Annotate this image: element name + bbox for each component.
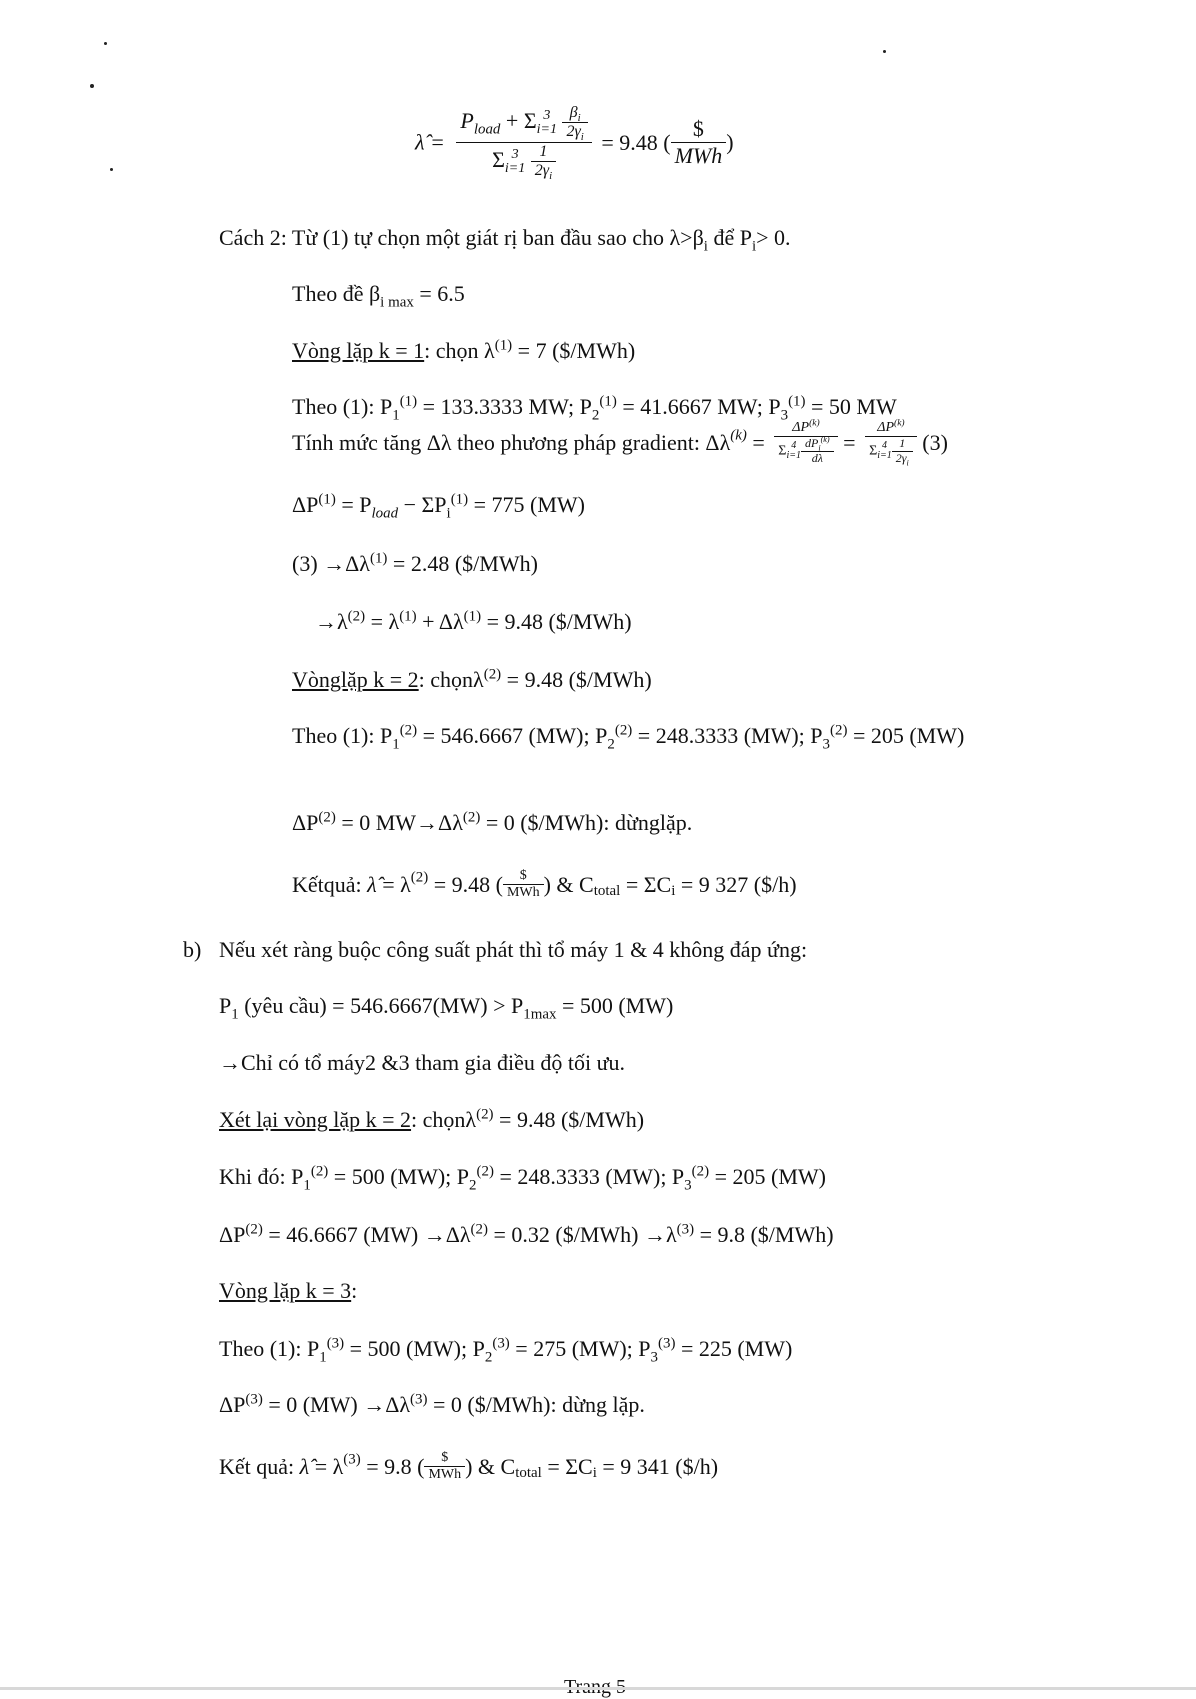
only-units-2-3: →Chỉ có tổ máy2 &3 tham gia điều độ tối ưu. <box>219 1050 626 1075</box>
result-part-b: Kết quả: λ̂ = $\lambda^{(3)} = 9.8$ ( $\frac{\$}{\text{MWh}}$ ) & $C_{total} = \Sigma C_i = 9$ 341 ($/h) <box>219 1450 719 1483</box>
iteration-1-heading: Vòng lặp k = 1: chọn $\lambda^{(1)} = 7$ ($/MWh) <box>292 337 636 363</box>
beta-max-given: Theo đề $\beta_{i max} = 6.5$ <box>292 281 465 311</box>
delta-p-1: $\Delta P^{(1)} = P_{load} - \Sigma P_i^{(1)} = 775$ (MW) <box>292 491 586 522</box>
iteration-3-heading: Vòng lặp k = 3: <box>219 1278 358 1303</box>
method-2-intro: Cách 2: Từ (1) tự chọn một giát rị ban đầu sao cho $\lambda>\beta_i$ để $P_i> 0$. <box>219 225 791 255</box>
iteration-1-powers: Theo (1): $P_1^{(1)} = 133.3333$ MW; $P_2^{(1)} = 41.6667$ MW; $P_3^{(1)} = 50$ MW <box>292 393 897 424</box>
p1-required: $P_1$ (yêu cầu) = $546.6667(MW) > P_{1max} = 500$ (MW) <box>219 993 674 1023</box>
gradient-formula: Tính mức tăng Δλ theo phương pháp gradient: $\Delta\lambda^{(k)}$ = ΔP$^{(k)}$ Σ 4 i=1 $\frac{dP_i^{(k)}}{d\lambda}$ = ΔP$^{(k)}$ Σ 4 i=1 $\frac{1}{2\gamma_i}$ (3) <box>292 418 948 468</box>
scan-speck <box>90 84 94 88</box>
result-part-a: Kếtquả: λ̂ = $\lambda^{(2)} = 9.48$ ( $\frac{\$}{\text{MWh}}$ ) & $C_{total} = \Sigma C_i = 9$ 327 ($/h) <box>292 868 797 901</box>
delta-lambda-1: $(3) \to\Delta\lambda^{(1)} = 2.48$ ($/MWh) <box>292 550 538 576</box>
reconsider-iteration-2: Xét lại vòng lặp k = 2: chọnλ$^{(2)}$ = 9.48 ($/MWh) <box>219 1106 645 1132</box>
formula-lambda-hat: λ̂ = $P_{load} + \Sigma$ 3 i=1 $\frac{\beta_i}{2\gamma_i}$ Σ 3 i=1 $\frac{1}{2\gamma_i}$ = 9.48 ( $\frac{\$}{\text{MWh}}$ ) <box>415 104 734 183</box>
scan-speck <box>883 50 886 53</box>
scan-speck <box>104 42 107 45</box>
scan-speck <box>110 168 113 171</box>
formula-lhs: λ̂ = <box>415 129 445 155</box>
khi-do-powers: Khi đó: $P_1^{(2)} = 500$ (MW); $P_2^{(2)} = 248.3333$ (MW); $P_3^{(2)} = 205$ (MW) <box>219 1163 826 1194</box>
iteration-3-powers: Theo (1): $P_1^{(3)} = 500$ (MW); $P_2^{(3)} = 275$ (MW); $P_3^{(3)} = 225$ (MW) <box>219 1335 793 1366</box>
formula-main-fraction: $P_{load} + \Sigma$ 3 i=1 $\frac{\beta_i}{2\gamma_i}$ Σ 3 i=1 $\frac{1}{2\gamma_i}$ <box>456 104 591 181</box>
iteration-2-powers: Theo (1): $P_1^{(2)} = 546.6667$ (MW); $P_2^{(2)} = 248.3333$ (MW); $P_3^{(2)} = 205$ (MW) <box>292 722 965 753</box>
delta-p-2: $\Delta P^{(2)} = 0$ $MW\to\Delta\lambda^{(2)} = 0$ ($/MWh): dừnglặp. <box>292 809 693 835</box>
iteration-2-heading: Vònglặp k = 2: chọnλ$^{(2)}$ = 9.48 ($/MWh) <box>292 666 652 692</box>
delta-p-2b: $\Delta P^{(2)} = 46.6667$ $(MW) \to\Delta\lambda^{(2)} = 0.32$ ($/MWh) $\to\lambda^{(3)} = 9.8$ ($/MWh) <box>219 1221 834 1247</box>
lambda-2-update: $\to\lambda^{(2)} = \lambda^{(1)} + \Delta\lambda^{(1)} = 9.48$ ($/MWh) <box>315 608 632 634</box>
part-b-label: b) <box>183 937 202 962</box>
part-b-text: Nếu xét ràng buộc công suất phát thì tổ máy 1 & 4 không đáp ứng: <box>219 937 808 962</box>
delta-p-3: $\Delta P^{(3)} = 0$ $(MW) \to\Delta\lambda^{(3)} = 0$ ($/MWh): dừng lặp. <box>219 1391 645 1417</box>
